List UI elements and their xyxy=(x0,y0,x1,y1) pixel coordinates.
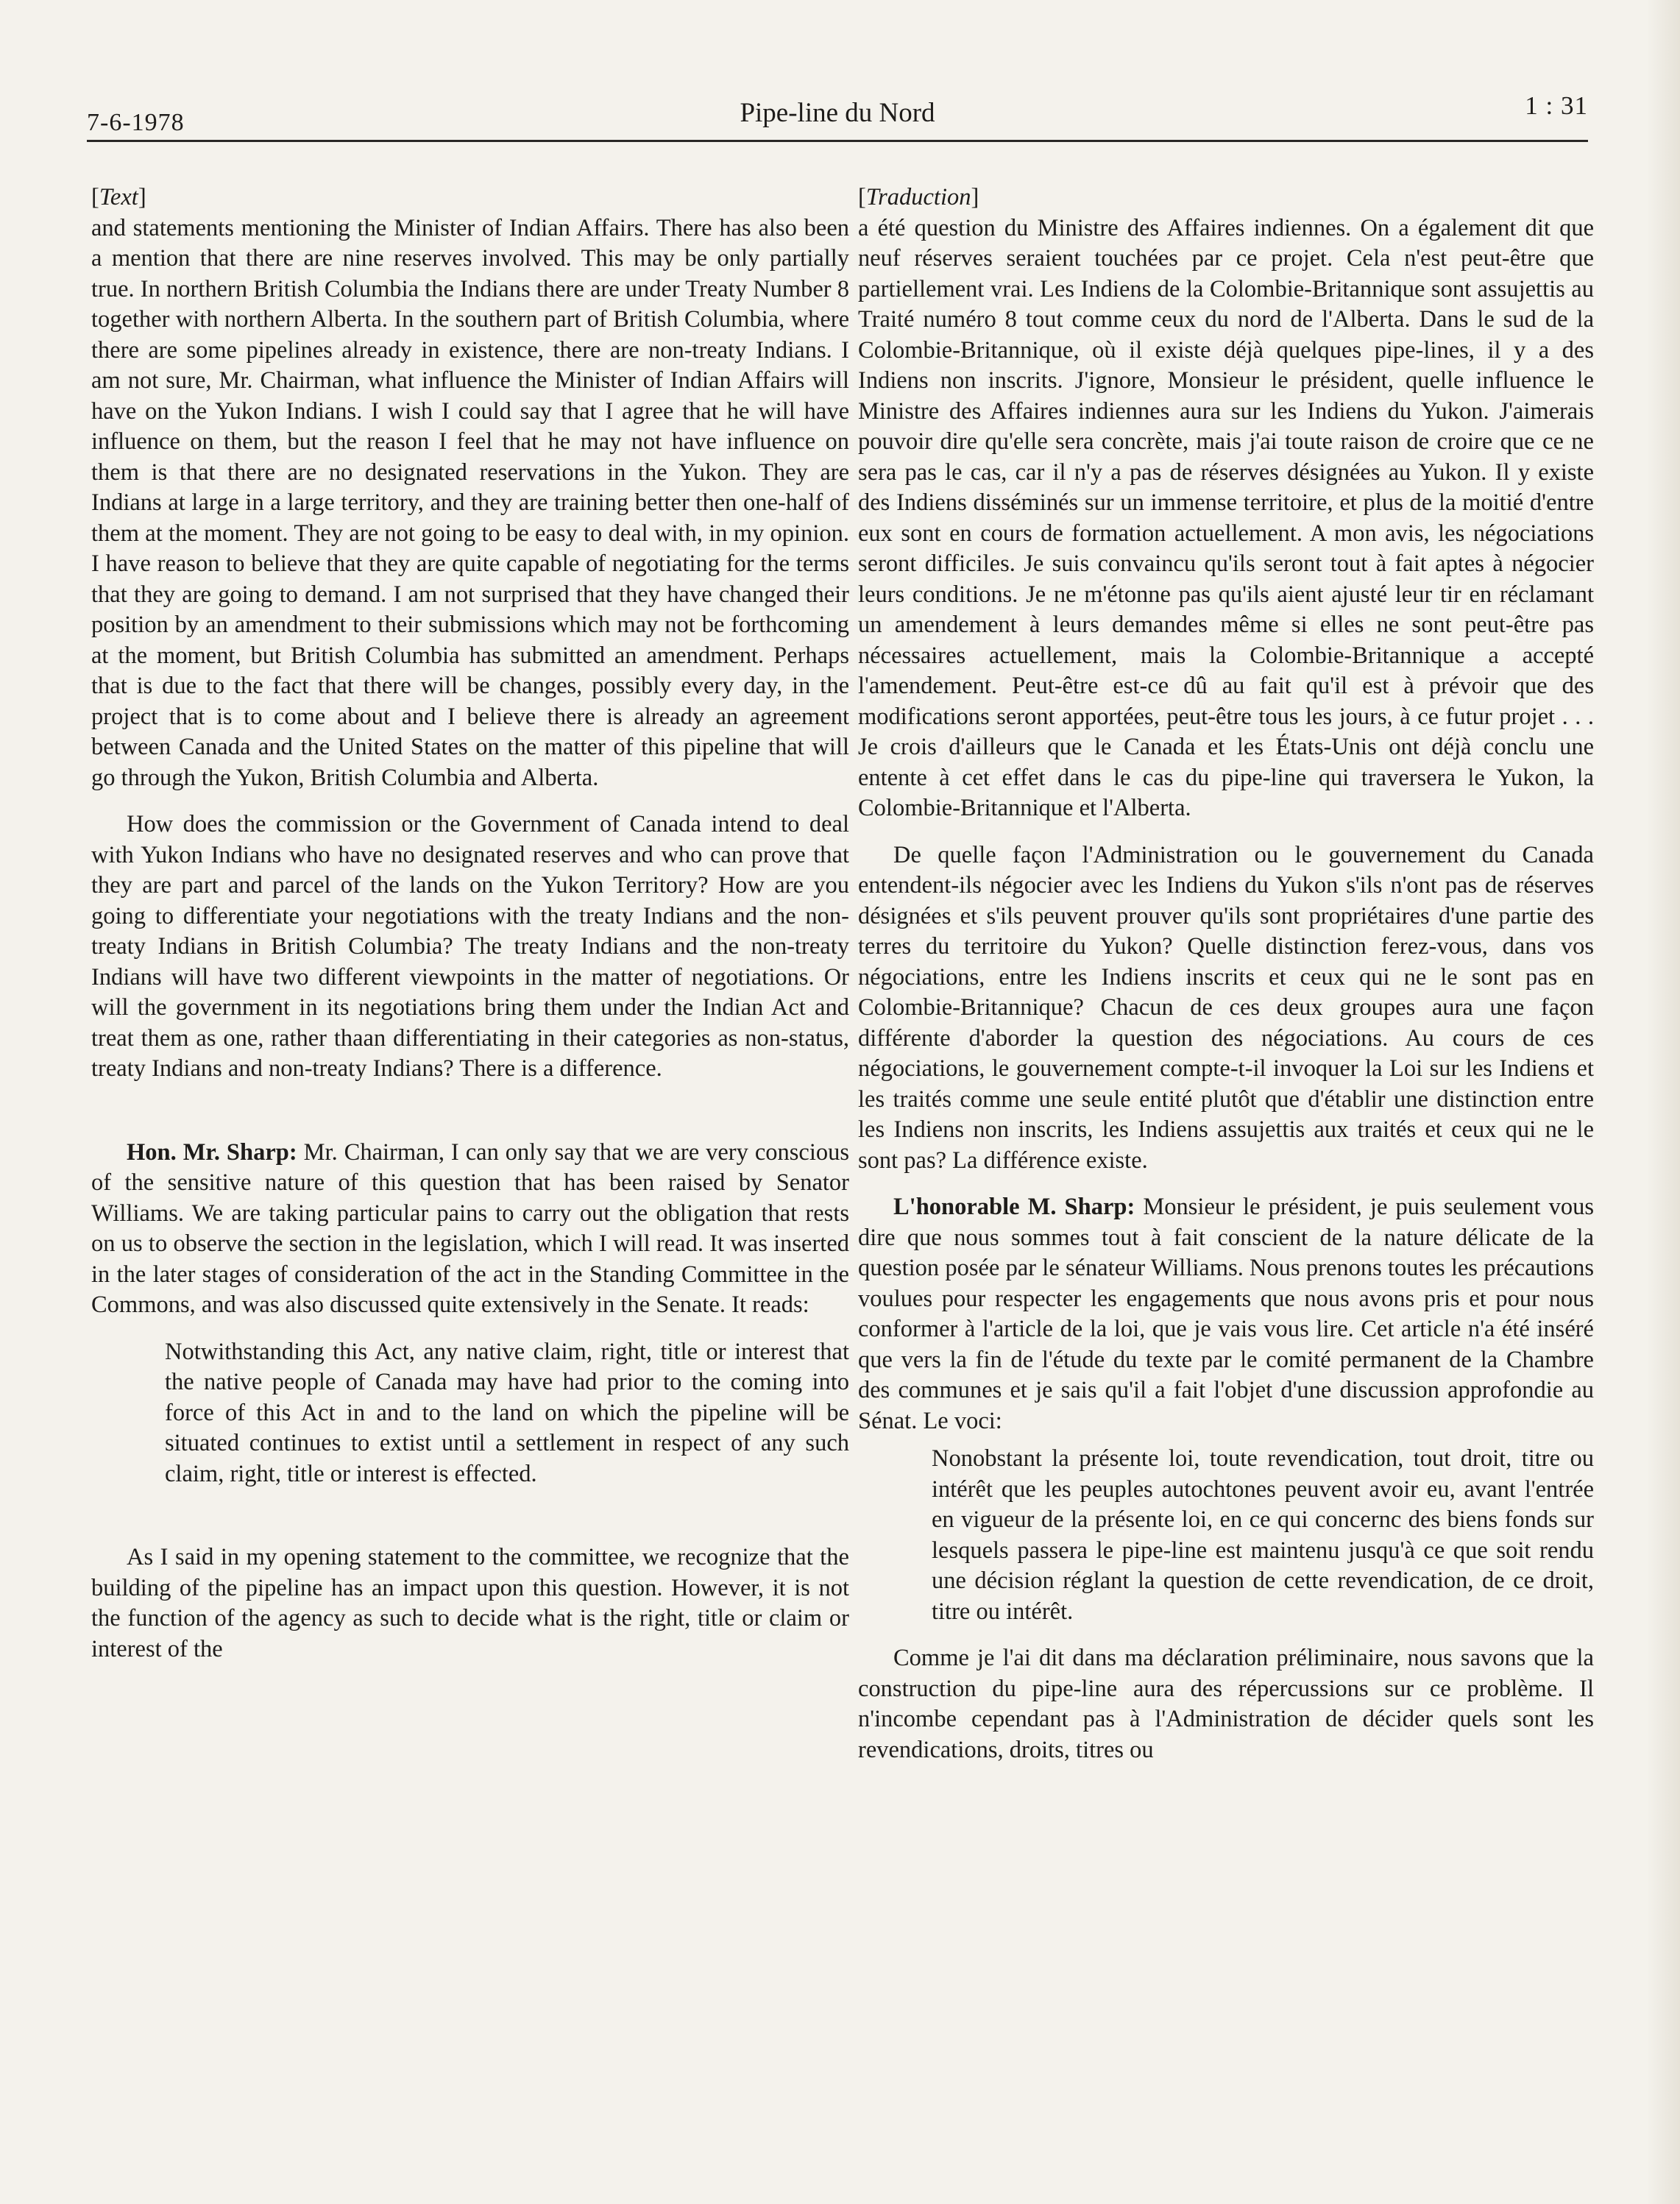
header-date: 7-6-1978 xyxy=(87,109,185,136)
french-paragraph-2: De quelle façon l'Administration ou le gouvernement du Canada entendent-ils négocier avec les Indiens du Yukon s'ils n'ont pas de réserves désignées et s'ils peuvent prouver qu'ils sont propriétaires d'une partie des terres du territoire du Yukon? Quelle distinction ferez-vous, dans vos négociations, entre les Indiens inscrits et ceux qui ne le sont pas en Colombie-Britannique? Chacun de ces deux groupes aura une façon différente d'aborder la question des négociations. Au cours de ces négociations, le gouvernement compte-t-il invoquer la Loi sur les Indiens et les traités comme une seule entité plutôt que d'établir une distinction entre les Indiens non inscrits, les Indiens assujettis aux traités et ceux qui ne le sont pas? La différence existe. xyxy=(858,841,1594,1174)
english-paragraph-2: How does the commission or the Government of Canada intend to deal with Yukon Indians who have no designated reserves and who can prove that they are part and parcel of the lands on the Yukon Territory? How are you going to differentiate your negotiations with the treaty Indians and the non-treaty Indians in British Columbia? The treaty Indians and the non-treaty Indians will have two different viewpoints in the matter of negotiations. Or will the government in its negotiations bring them under the Indian Act and treat them as one, rather thaan differentiating in their categories as non-status, treaty Indians and non-treaty Indians? There is a difference. xyxy=(91,811,849,1082)
english-column xyxy=(91,183,849,1665)
french-paragraph-3-text: Monsieur le président, je puis seulement vous dire que nous sommes tout à fait conscient de la nature délicate de la question posée par le sénateur Williams. Nous prenons toutes les précautions voulues pour respecter les engagements que nous avons pris et pour nous conformer à l'article de la loi, que je vais vous lire. Cet article n'a été inséré que vers la fin de l'étude du texte par le comité permanent de la Chambre des communes et je sais qu'il a fait l'objet d'une discussion approfondie au Sénat. Le voci: xyxy=(858,1194,1595,1434)
french-column xyxy=(858,183,1594,1765)
english-speaker: Hon. Mr. Sharp: xyxy=(127,1138,297,1166)
page-header xyxy=(87,87,1588,142)
scan-edge-shadow xyxy=(1646,0,1680,2204)
french-paragraph-1: a été question du Ministre des Affaires indiennes. On a également dit que neuf réserves seraient touchées par ce projet. Cela n'est peut-être que partiellement vrai. Les Indiens de la Colombie-Britannique sont assujettis au Traité numéro 8 tout comme ceux du nord de l'Alberta. Dans le sud de la Colombie-Britannique, où il existe déjà quelques pipe-lines, il y a des Indiens non inscrits. J'ignore, Monsieur le président, quelle influence le Ministre des Affaires indiennes aura sur les Indiens du Yukon. J'aimerais pouvoir dire qu'elle sera concrète, mais j'ai toute raison de croire que ce ne sera pas le cas, car il n'y a pas de réserves désignées au Yukon. Il y existe des Indiens disséminés sur un immense territoire, et plus de la moitié d'entre eux sont en cours de formation actuellement. A mon avis, les négociations seront difficiles. Je suis convaincu qu'ils seront tout à fait aptes à négocier leurs conditions. Je ne m'étonne pas qu'ils aient ajusté leur tir en réclamant un amendement à leurs demandes même si elles ne sont peut-être pas nécessaires actuellement, mais la Colombie-Britannique a accepté l'amendement. Peut-être est-ce dû au fait qu'il est à prévoir que des modifications seront apportées, peut-être tous les jours, à ce futur projet . . . Je crois d'ailleurs que le Canada et les États-Unis ont déjà conclu une entente à cet effet dans le cas du pipe-line qui traversera le Yukon, la Colombie-Britannique et l'Alberta. xyxy=(858,214,1594,821)
french-paragraph-4: Comme je l'ai dit dans ma déclaration préliminaire, nous savons que la construction du pipe-line aura des répercussions sur ce problème. Il n'incombe cependant pas à l'Administration de décider quels sont les revendications, droits, titres ou xyxy=(858,1645,1594,1763)
french-paragraph-3 xyxy=(858,1192,1594,1436)
english-paragraph-4: As I said in my opening statement to the committee, we recognize that the building of the pipeline has an impact upon this question. However, it is not the function of the agency as such to decide what is the right, title or claim or interest of the xyxy=(91,1544,849,1662)
french-speaker: L'honorable M. Sharp: xyxy=(893,1194,1135,1220)
header-page-number: 1 : 31 xyxy=(1525,91,1588,120)
english-section-tag: [ Text ] xyxy=(91,183,849,213)
french-section-tag: [ Traduction ] xyxy=(858,183,1594,213)
french-quote: Nonobstant la présente loi, toute revendication, tout droit, titre ou intérêt que les peuples autochtones peuvent avoir eu, avant l'entrée en vigueur de la présente loi, en ce qui concernc des biens fonds sur lesquels passera le pipe-line est maintenu jusqu'à ce que soit rendu une décision réglant la question de cette revendication, de ce droit, titre ou intérêt. xyxy=(932,1445,1594,1625)
english-paragraph-3-text: Mr. Chairman, I can only say that we are very conscious of the sensitive nature of this question that has been raised by Senator Williams. We are taking particular pains to carry out the obligation that rests on us to observe the section in the legislation, which I will read. It was inserted in the later stages of consideration of the act in the Standing Committee in the Commons, and was also discussed quite extensively in the Senate. It reads: xyxy=(91,1138,849,1318)
header-title: Pipe-line du Nord xyxy=(740,98,935,128)
english-paragraph-3 xyxy=(91,1138,849,1321)
english-quote: Notwithstanding this Act, any native claim, right, title or interest that the native people of Canada may have had prior to the coming into force of this Act in and to the land on which the pipeline will be situated continues to extist until a settlement in respect of any such claim, right, title or interest is effected. xyxy=(165,1338,849,1487)
english-paragraph-1: and statements mentioning the Minister of Indian Affairs. There has also been a mention that there are nine reserves involved. This may be only partially true. In northern British Columbia the Indians there are under Treaty Number 8 together with northern Alberta. In the southern part of British Columbia, where there are some pipelines already in existence, there are non-treaty Indians. I am not sure, Mr. Chairman, what influence the Minister of Indian Affairs will have on the Yukon Indians. I wish I could say that I agree that he will have influence on them, but the reason I feel that he may not have influence on them is that there are no designated reservations in the Yukon. They are Indians at large in a large territory, and they are training better then one-half of them at the moment. They are not going to be easy to deal with, in my opinion. I have reason to believe that they are quite capable of negotiating for the terms that they are going to demand. I am not surprised that they have changed their position by an amendment to their submissions which may not be forthcoming at the moment, but British Columbia has submitted an amendment. Perhaps that is due to the fact that there will be changes, possibly every day, in the project that is to come about and I believe there is already an agreement between Canada and the United States on the matter of this pipeline that will go through the Yukon, British Columbia and Alberta. xyxy=(91,214,849,791)
